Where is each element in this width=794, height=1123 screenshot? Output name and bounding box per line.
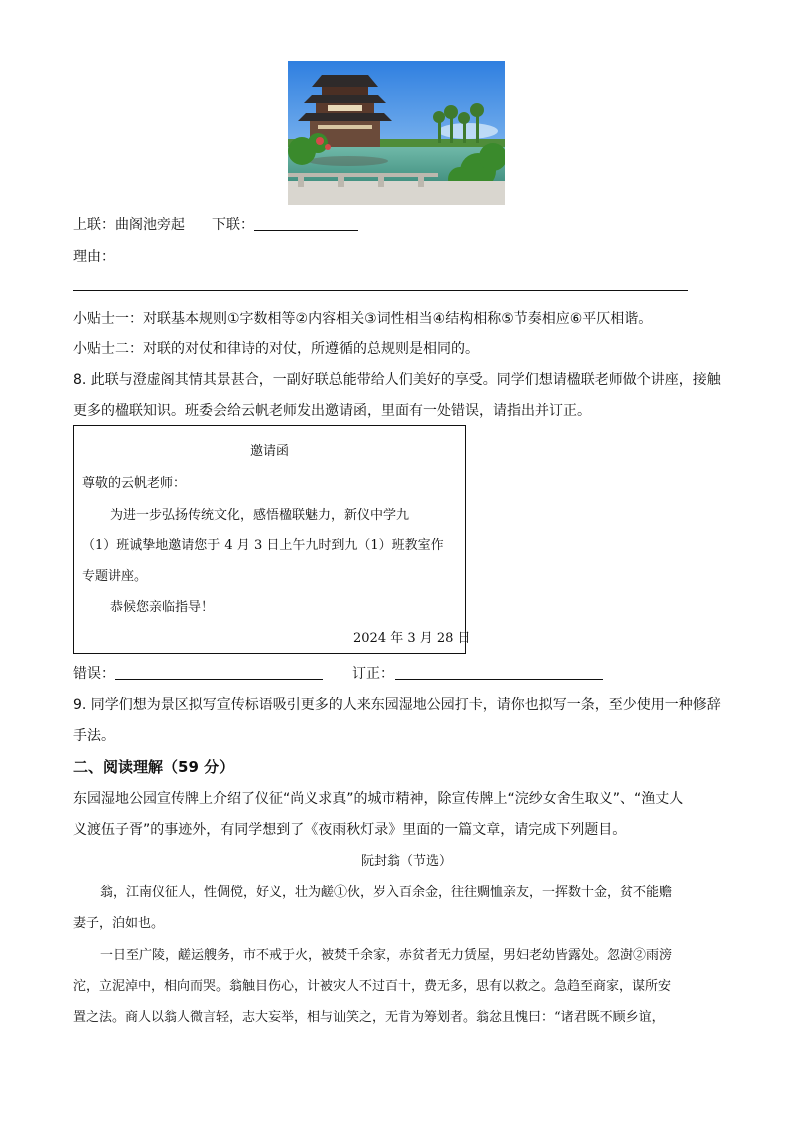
letter-salutation: 尊敬的云帆老师：	[82, 476, 187, 491]
letter-title: 邀请函	[250, 444, 290, 459]
section-intro-line1: 东园湿地公园宣传牌上介绍了仪征“尚义求真”的城市精神，除宣传牌上“浣纱女舍生取义”、“渔丈人	[73, 791, 684, 807]
letter-closing: 恭候您亲临指导！	[110, 600, 215, 615]
article-p2-line2: 沱，立泥淖中，相向而哭。翁触目伤心，计被灾人不过百十，费无多，思有以救之。急趋至商家，谋所安	[73, 979, 672, 994]
article-p1-line2: 妻子，泊如也。	[73, 916, 165, 931]
question-9-line2: 手法。	[73, 728, 115, 744]
article-title: 阮封翁（节选）	[361, 854, 453, 869]
fix-blank[interactable]	[395, 663, 603, 680]
tip-one: 小贴士一：对联基本规则①字数相等②内容相关③词性相当④结构相称⑤节奏相应⑥平仄相谐。	[73, 311, 653, 327]
fix-label: 订正：	[352, 666, 394, 682]
section-intro-line2: 义渡伍子胥”的事迹外，有同学想到了《夜雨秋灯录》里面的一篇文章，请完成下列题目。	[73, 822, 627, 838]
upper-couplet: 上联：曲阁池旁起	[73, 217, 185, 233]
reason-label: 理由：	[73, 249, 115, 265]
lower-couplet-blank[interactable]	[254, 214, 358, 231]
question-9-line1: 9. 同学们想为景区拟写宣传标语吸引更多的人来东园湿地公园打卡，请你也拟写一条，至少使用一种修辞	[73, 697, 721, 713]
invitation-letter	[73, 425, 471, 654]
pavilion-illustration	[288, 61, 505, 205]
lower-couplet-label: 下联：	[212, 217, 254, 233]
error-blank[interactable]	[115, 663, 323, 680]
article-p2-line1: 一日至广陵，鹾运艘务，市不戒于火，被焚千余家，赤贫者无力赁屋，男妇老幼皆露处。忽澍②雨滂	[100, 948, 673, 963]
letter-body-line2: （1）班诚挚地邀请您于 4 月 3 日上午九时到九（1）班教室作	[82, 538, 444, 553]
letter-body-line3: 专题讲座。	[82, 569, 148, 584]
section-heading: 二、阅读理解（59 分）	[73, 758, 235, 776]
question-8-line2: 更多的楹联知识。班委会给云帆老师发出邀请函，里面有一处错误，请指出并订正。	[73, 403, 591, 419]
article-p2-line3: 置之法。商人以翁人微言轻，志大妄举，相与讪笑之，无肯为筹划者。翁忿且愧曰：“诸君既不顾乡谊，	[73, 1010, 665, 1025]
article-p1-line1: 翁，江南仪征人，性倜傥，好义，壮为鹾①伙，岁入百余金，往往赒恤亲友，一挥数十金，贫不能赡	[100, 885, 673, 900]
letter-body-line1: 为进一步弘扬传统文化，感悟楹联魅力，新仪中学九	[110, 508, 410, 523]
pavilion-photo	[288, 61, 505, 205]
question-8-line1: 8. 此联与澄虚阁其情其景甚合，一副好联总能带给人们美好的享受。同学们想请楹联老师做个讲座，接触	[73, 372, 721, 388]
tip-two: 小贴士二：对联的对仗和律诗的对仗，所遵循的总规则是相同的。	[73, 341, 479, 357]
letter-date: 2024 年 3 月 28 日	[353, 631, 471, 646]
error-label: 错误：	[73, 666, 115, 682]
reason-answer-line[interactable]	[73, 290, 688, 291]
